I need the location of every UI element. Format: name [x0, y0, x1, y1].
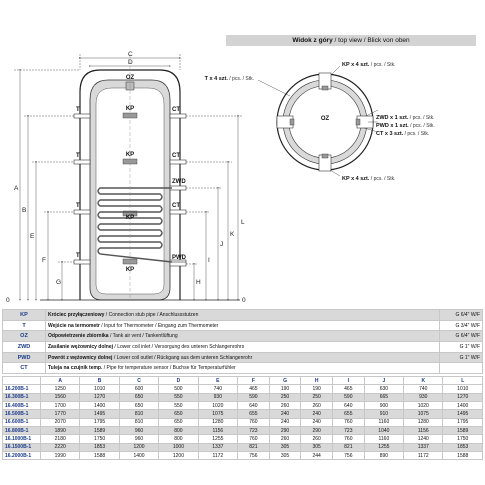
dimension-cell: 250 [269, 393, 301, 401]
dim-k: K [230, 231, 235, 238]
t-label-2: T [76, 153, 80, 159]
legend-thread [440, 363, 483, 374]
dimension-cell: 1172 [404, 452, 443, 460]
top-kp-bot-bold: KP x 4 szt. [342, 176, 370, 182]
table-row [3, 435, 483, 443]
legend-description [46, 331, 440, 342]
dims-column-header: L [443, 377, 483, 385]
legend-translation: / Pipe for temperature sensor / Buchse für Temperaturfühler [102, 365, 236, 372]
legend-thread: G 1" W/F [440, 342, 483, 353]
dimension-cell: 1010 [80, 385, 119, 393]
dimension-cell: 250 [301, 393, 333, 401]
top-pwd-label [376, 123, 435, 129]
model-cell: 16.800B-1 [3, 427, 41, 435]
legend-name: Powrót z wężownicy dolnej [48, 354, 113, 361]
top-view-header-bold: Widok z góry [292, 37, 333, 44]
dimension-cell: 190 [269, 385, 301, 393]
dimension-cell: 1270 [80, 393, 119, 401]
top-pwd-rest: / pcs. / Stk. [408, 123, 435, 129]
top-zwd-bold: ZWD x 1 szt. [376, 115, 409, 121]
legend-code: KP [3, 310, 46, 321]
dimension-cell: 1000 [159, 443, 198, 451]
dimension-cell: 1589 [443, 427, 483, 435]
dimension-cell: 1172 [198, 452, 237, 460]
dimension-cell: 1337 [404, 443, 443, 451]
legend-name: Odpowietrzenie zbiornika [48, 333, 109, 340]
legend-row [3, 310, 483, 321]
model-cell: 16.1000B-1 [3, 435, 41, 443]
dimension-cell: 910 [364, 410, 403, 418]
dimension-cell: 2180 [41, 435, 80, 443]
ct-label-1: CT [172, 107, 180, 113]
dimension-cell: 1240 [404, 435, 443, 443]
top-view [205, 62, 435, 182]
dimension-cell: 630 [364, 385, 403, 393]
dimension-cell: 1010 [443, 385, 483, 393]
dimension-cell: 1853 [80, 443, 119, 451]
dimension-cell: 1280 [404, 418, 443, 426]
dims-column-header: F [238, 377, 270, 385]
dimension-cell: 1589 [80, 427, 119, 435]
dimension-cell: 2220 [41, 443, 80, 451]
dimension-cell: 665 [364, 393, 403, 401]
dimension-cell: 305 [301, 443, 333, 451]
dims-column-header: H [301, 377, 333, 385]
dimension-cell: 930 [198, 393, 237, 401]
dimension-cell: 900 [364, 402, 403, 410]
dim-c: C [128, 51, 133, 58]
dimension-cell: 1270 [443, 393, 483, 401]
oz-label: OZ [125, 75, 135, 81]
dimension-cell: 1588 [443, 452, 483, 460]
dimension-cell: 1588 [80, 452, 119, 460]
dimension-cell: 760 [238, 435, 270, 443]
legend-name: Króciec przyłączeniowy [48, 311, 105, 318]
dimension-cell: 650 [159, 418, 198, 426]
model-cell: 16.400B-1 [3, 402, 41, 410]
dimension-cell: 800 [159, 435, 198, 443]
dimension-cell: 1750 [443, 435, 483, 443]
dims-column-header: I [333, 377, 365, 385]
dimension-cell: 821 [333, 443, 365, 451]
dimension-cell: 190 [301, 385, 333, 393]
legend-name: Tuleja na czujnik temp. [48, 365, 103, 372]
dim-l: L [241, 219, 245, 226]
dimension-cell: 1337 [198, 443, 237, 451]
pwd-label: PWD [172, 255, 186, 261]
legend-row [3, 342, 483, 353]
dimension-cell: 1495 [80, 410, 119, 418]
legend-code: ZWD [3, 342, 46, 353]
dimension-cell: 1750 [80, 435, 119, 443]
zero-left: 0 [6, 297, 10, 304]
legend-thread: G 6/4" W/F [440, 331, 483, 342]
legend-code: PWD [3, 352, 46, 363]
legend-translation: / Input for Thermometer / Eingang zum Thermometer [99, 322, 219, 329]
top-kp-top-bold: KP x 4 szt. [342, 62, 370, 68]
dimension-cell: 550 [159, 402, 198, 410]
table-row [3, 410, 483, 418]
legend-translation: / Connection stub pipe / Anschlussstutzen [104, 311, 199, 318]
top-view-header [226, 35, 476, 46]
dimension-cell: 810 [119, 410, 158, 418]
dimension-cell: 260 [301, 402, 333, 410]
table-row [3, 452, 483, 460]
table-row [3, 443, 483, 451]
dimension-cell: 465 [238, 385, 270, 393]
dimension-cell: 1400 [80, 402, 119, 410]
top-kp-top-label [342, 62, 396, 68]
dims-column-header: B [80, 377, 119, 385]
dimension-cell: 1560 [41, 393, 80, 401]
dimension-cell: 240 [269, 410, 301, 418]
legend-description [46, 363, 440, 374]
dims-column-header: A [41, 377, 80, 385]
kp-label-1: KP [125, 106, 135, 112]
dimension-cell: 1156 [404, 427, 443, 435]
side-view [6, 51, 246, 304]
dimension-cell: 1795 [443, 418, 483, 426]
dimension-cell: 305 [269, 443, 301, 451]
dimension-cell: 640 [238, 402, 270, 410]
dimension-cell: 260 [269, 402, 301, 410]
t-label-4: T [76, 253, 80, 259]
dimension-cell: 1200 [119, 443, 158, 451]
legend-thread: G 6/4" W/F [440, 310, 483, 321]
dimension-cell: 1255 [364, 443, 403, 451]
dimension-cell: 1200 [159, 452, 198, 460]
top-kp-top-rest: / pcs. / Stk. [369, 62, 396, 68]
dimension-cell: 290 [269, 427, 301, 435]
dimension-cell: 655 [333, 410, 365, 418]
dimension-cell: 756 [238, 452, 270, 460]
dim-j: J [220, 241, 224, 248]
top-t-label [205, 76, 254, 82]
dimension-cell: 723 [238, 427, 270, 435]
zero-right: 0 [242, 297, 246, 304]
top-zwd-label [376, 115, 435, 121]
dimension-cell: 1890 [41, 427, 80, 435]
dimension-cell: 1495 [443, 410, 483, 418]
dimension-cell: 260 [301, 435, 333, 443]
dims-column-header: G [269, 377, 301, 385]
legend-name: Wejście na termometr [48, 322, 100, 329]
legend-code: CT [3, 363, 46, 374]
dimension-cell: 821 [238, 443, 270, 451]
dimension-cell: 810 [119, 418, 158, 426]
legend-code: OZ [3, 331, 46, 342]
dims-column-header: J [364, 377, 403, 385]
dim-a: A [14, 185, 19, 192]
dimension-cell: 244 [301, 452, 333, 460]
dim-h: H [196, 279, 201, 286]
dimension-cell: 760 [333, 418, 365, 426]
zwd-label: ZWD [172, 179, 186, 185]
legend-name: Zasilanie wężownicy dolnej [48, 343, 114, 350]
top-t-bold: T x 4 szt. [204, 76, 228, 82]
top-oz-label: OZ [320, 116, 330, 122]
dims-column-header [3, 377, 41, 385]
legend-description [46, 342, 440, 353]
table-row [3, 393, 483, 401]
legend-thread: G 3/4" W/F [440, 320, 483, 331]
dimension-cell: 1853 [443, 443, 483, 451]
dimension-cell: 1075 [198, 410, 237, 418]
legend-row [3, 363, 483, 374]
top-ct-bold: CT x 3 szt. [376, 131, 404, 137]
legend-row [3, 320, 483, 331]
model-cell: 16.200B-1 [3, 385, 41, 393]
dimension-cell: 930 [404, 393, 443, 401]
dimension-cell: 960 [119, 435, 158, 443]
legend-row [3, 352, 483, 363]
dimensions-table [2, 376, 483, 460]
dimension-cell: 590 [333, 393, 365, 401]
model-cell: 16.300B-1 [3, 393, 41, 401]
dimension-cell: 1156 [198, 427, 237, 435]
dimension-cell: 740 [198, 385, 237, 393]
legend-row [3, 331, 483, 342]
legend-description [46, 320, 440, 331]
dimension-cell: 1160 [364, 418, 403, 426]
model-cell: 16.1500B-1 [3, 443, 41, 451]
kp-label-2: KP [125, 152, 135, 158]
dim-g: G [56, 279, 62, 286]
dims-header-row [3, 377, 483, 385]
dimension-cell: 240 [269, 418, 301, 426]
top-t-rest: / pcs. / Stk. [227, 76, 254, 82]
model-cell: 16.2000B-1 [3, 452, 41, 460]
dimension-cell: 1700 [41, 402, 80, 410]
dimension-cell: 640 [333, 402, 365, 410]
table-row [3, 427, 483, 435]
dimension-cell: 740 [404, 385, 443, 393]
dim-i: I [208, 257, 210, 264]
dimension-cell: 1770 [41, 410, 80, 418]
legend-thread: G 1" W/F [440, 352, 483, 363]
top-ct-label [376, 131, 429, 137]
kp-label-4: KP [125, 267, 135, 273]
dim-b: B [22, 207, 27, 214]
dimension-cell: 465 [333, 385, 365, 393]
dimension-cell: 1250 [41, 385, 80, 393]
table-row [3, 418, 483, 426]
ct-label-2: CT [172, 153, 180, 159]
dimension-cell: 1020 [404, 402, 443, 410]
dimension-cell: 1040 [364, 427, 403, 435]
top-view-header-rest: / top view / Blick von oben [332, 37, 410, 44]
dimension-cell: 650 [119, 393, 158, 401]
dimension-cell: 1160 [364, 435, 403, 443]
model-cell: 16.600B-1 [3, 418, 41, 426]
dims-column-header: C [119, 377, 158, 385]
dimension-cell: 960 [119, 427, 158, 435]
kp-label-3: KP [125, 215, 135, 221]
dimension-cell: 590 [238, 393, 270, 401]
dimension-cell: 723 [333, 427, 365, 435]
dimension-cell: 550 [159, 393, 198, 401]
t-label-1: T [76, 107, 80, 113]
dimension-cell: 655 [238, 410, 270, 418]
top-pwd-bold: PWD x 1 szt. [376, 123, 409, 129]
legend-translation: / Lower coil inlet / Versorgung des unteren Schlangenrohrs [113, 343, 245, 350]
dimension-cell: 1020 [198, 402, 237, 410]
dimension-cell: 800 [159, 427, 198, 435]
top-ct-rest: / pcs. / Stk. [403, 131, 430, 137]
dimension-cell: 1280 [198, 418, 237, 426]
t-label-3: T [76, 203, 80, 209]
dimension-cell: 760 [238, 418, 270, 426]
dimension-cell: 240 [301, 410, 333, 418]
dimension-cell: 500 [159, 385, 198, 393]
dimension-cell: 305 [269, 452, 301, 460]
legend-code: T [3, 320, 46, 331]
model-cell: 16.500B-1 [3, 410, 41, 418]
dimension-cell: 760 [333, 435, 365, 443]
dimension-cell: 1255 [198, 435, 237, 443]
dimension-cell: 650 [159, 410, 198, 418]
legend-translation: / Tank air vent / Tankentlüftung [108, 333, 178, 340]
dims-column-header: D [159, 377, 198, 385]
dimension-cell: 290 [301, 427, 333, 435]
dim-f: F [42, 257, 46, 264]
legend-description [46, 310, 440, 321]
dimension-cell: 650 [119, 402, 158, 410]
dim-e: E [30, 233, 35, 240]
dims-column-header: K [404, 377, 443, 385]
dimension-cell: 1400 [119, 452, 158, 460]
legend-description [46, 352, 440, 363]
legend-translation: / Lower coil outlet / Rückgang aus dem unteren Schlangenrohr [112, 354, 253, 361]
top-kp-bot-rest: / pcs. / Stk. [369, 176, 396, 182]
top-zwd-rest: / pcs. / Stk. [408, 115, 435, 121]
table-row [3, 385, 483, 393]
dimension-cell: 1990 [41, 452, 80, 460]
top-kp-bot-label [342, 176, 396, 182]
dims-column-header: E [198, 377, 237, 385]
dimension-cell: 1075 [404, 410, 443, 418]
dimension-cell: 240 [301, 418, 333, 426]
dimension-cell: 890 [364, 452, 403, 460]
dimension-cell: 260 [269, 435, 301, 443]
dimension-cell: 756 [333, 452, 365, 460]
dimension-cell: 1795 [80, 418, 119, 426]
dimension-cell: 1400 [443, 402, 483, 410]
dimension-cell: 600 [119, 385, 158, 393]
connection-legend [2, 309, 483, 374]
table-row [3, 402, 483, 410]
dim-d: D [128, 59, 133, 66]
dimension-cell: 2070 [41, 418, 80, 426]
ct-label-3: CT [172, 203, 180, 209]
